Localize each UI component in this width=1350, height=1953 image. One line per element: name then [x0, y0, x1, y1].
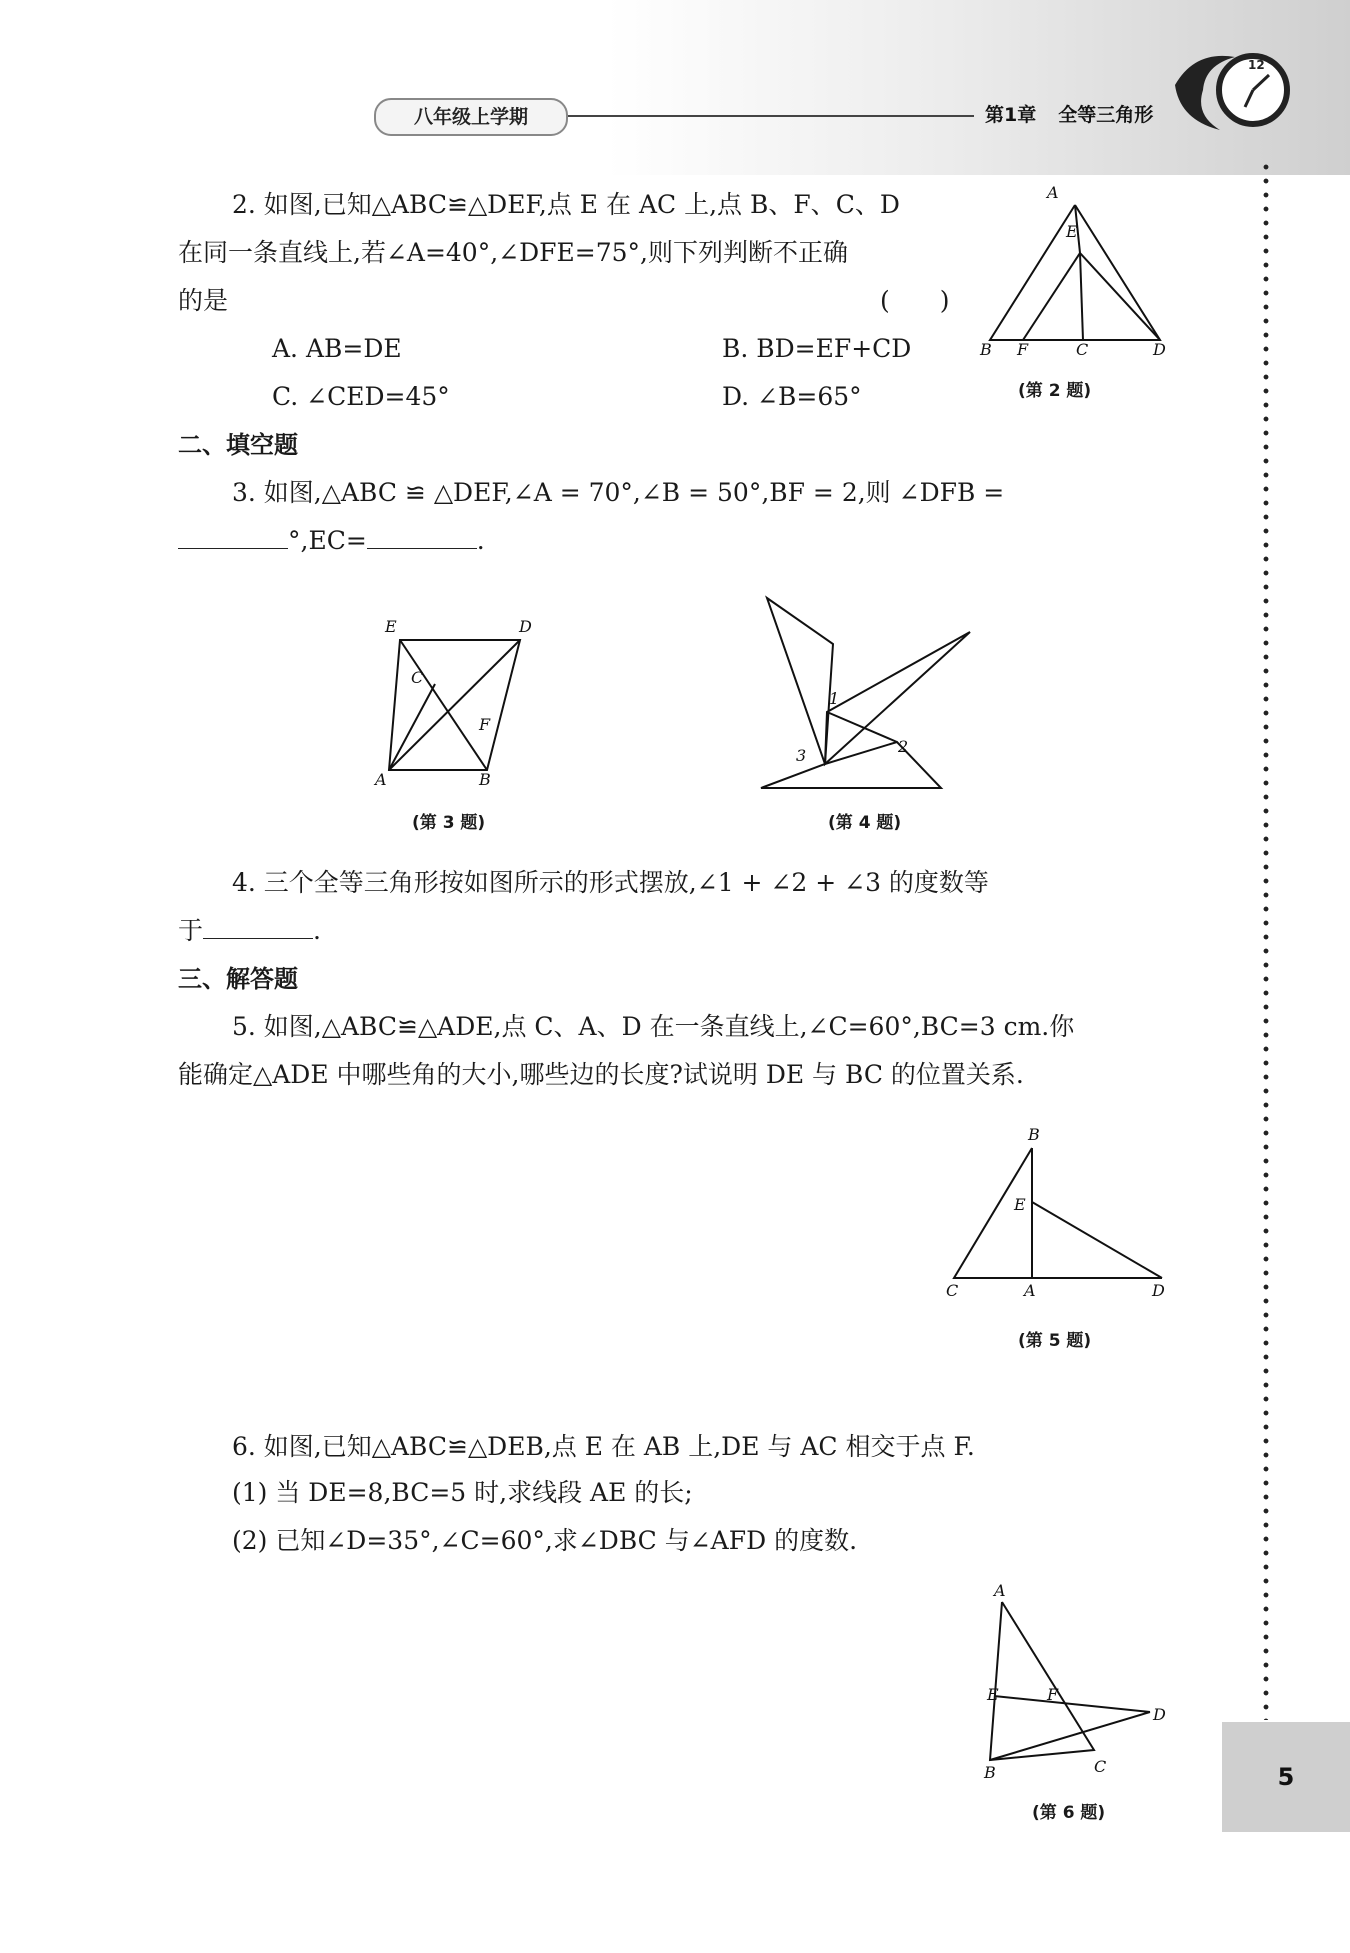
svg-text:B: B	[980, 340, 992, 359]
q2-caption: (第 2 题)	[1018, 381, 1092, 401]
svg-text:F: F	[1017, 340, 1029, 359]
svg-text:F: F	[479, 715, 491, 734]
header-band	[0, 0, 1350, 175]
q4-caption: (第 4 题)	[828, 813, 902, 833]
svg-text:12: 12	[1248, 58, 1265, 72]
q5-caption: (第 5 题)	[1018, 1331, 1092, 1351]
svg-text:B: B	[1028, 1125, 1040, 1144]
q4-line1: 4. 三个全等三角形按如图所示的形式摆放,∠1 + ∠2 + ∠3 的度数等	[232, 868, 989, 897]
q2-answer-paren: ( )	[880, 286, 950, 315]
q6-sub1: (1) 当 DE=8,BC=5 时,求线段 AE 的长;	[232, 1478, 693, 1507]
q4-blank[interactable]	[203, 916, 313, 939]
q3-line2	[178, 524, 485, 558]
page-number: 5	[1222, 1722, 1350, 1832]
svg-text:3: 3	[796, 746, 807, 765]
q5-line1: 5. 如图,△ABC≌△ADE,点 C、A、D 在一条直线上,∠C=60°,BC=3 cm.你	[232, 1012, 1075, 1041]
svg-text:A: A	[1047, 183, 1059, 202]
q3-line1: 3. 如图,△ABC ≌ △DEF,∠A = 70°,∠B = 50°,BF = 2,则 ∠DFB =	[232, 478, 1005, 507]
svg-text:D: D	[1153, 1705, 1166, 1724]
q6-caption: (第 6 题)	[1032, 1803, 1106, 1823]
figure-q2	[975, 183, 1175, 360]
svg-text:F: F	[1047, 1685, 1059, 1704]
svg-text:B: B	[984, 1763, 996, 1782]
margin-dots	[1263, 160, 1269, 1720]
q3-line2-mid: °,EC=	[288, 526, 367, 555]
q6-sub2: (2) 已知∠D=35°,∠C=60°,求∠DBC 与∠AFD 的度数.	[232, 1526, 858, 1555]
q5-line2: 能确定△ADE 中哪些角的大小,哪些边的长度?试说明 DE 与 BC 的位置关系.	[178, 1060, 1024, 1089]
svg-text:D: D	[519, 617, 532, 636]
clock-logo-icon	[1165, 45, 1295, 135]
q4-line2-start: 于	[178, 916, 204, 945]
svg-text:2: 2	[898, 737, 909, 756]
q6-line1: 6. 如图,已知△ABC≌△DEB,点 E 在 AB 上,DE 与 AC 相交于点 F.	[232, 1432, 975, 1461]
svg-text:C: C	[411, 668, 424, 687]
q2-option-d: D. ∠B=65°	[722, 382, 862, 411]
svg-text:E: E	[1066, 222, 1078, 241]
svg-text:C: C	[1076, 340, 1089, 359]
section-answer-heading: 三、解答题	[178, 965, 298, 993]
svg-text:D: D	[1153, 340, 1166, 359]
q3-line2-end: .	[476, 526, 485, 555]
q3-caption: (第 3 题)	[412, 813, 486, 833]
q3-blank-angle[interactable]	[178, 526, 288, 549]
figure-q6	[982, 1581, 1166, 1782]
book-title: 八年级上学期	[374, 98, 568, 136]
svg-text:B: B	[479, 770, 491, 789]
q2-line2: 在同一条直线上,若∠A=40°,∠DFE=75°,则下列判断不正确	[178, 238, 848, 267]
q2-option-a: A. AB=DE	[272, 334, 402, 363]
svg-text:C: C	[1094, 1757, 1107, 1776]
svg-text:A: A	[1024, 1281, 1036, 1300]
header-rule	[568, 115, 974, 117]
svg-text:D: D	[1152, 1281, 1165, 1300]
svg-text:1: 1	[829, 689, 840, 708]
svg-text:A: A	[375, 770, 387, 789]
figure-q4	[755, 592, 970, 802]
section-fill-in-heading: 二、填空题	[178, 431, 298, 459]
q2-line3: 的是	[178, 286, 229, 315]
svg-text:A: A	[994, 1581, 1006, 1600]
svg-text:E: E	[987, 1685, 999, 1704]
q2-line1: 2. 如图,已知△ABC≌△DEF,点 E 在 AC 上,点 B、F、C、D	[232, 190, 900, 219]
q4-line2	[178, 914, 321, 948]
svg-text:C: C	[946, 1281, 959, 1300]
chapter-title: 全等三角形	[1058, 104, 1154, 126]
figure-q3	[375, 617, 545, 789]
svg-text:E: E	[385, 617, 397, 636]
q2-option-c: C. ∠CED=45°	[272, 382, 450, 411]
q4-line2-end: .	[313, 916, 321, 945]
chapter-number: 第1章	[985, 104, 1037, 126]
figure-q5	[946, 1125, 1165, 1300]
q3-blank-ec[interactable]	[367, 526, 477, 549]
q2-option-b: B. BD=EF+CD	[722, 334, 912, 363]
svg-text:E: E	[1014, 1195, 1026, 1214]
chapter-heading	[985, 98, 1153, 132]
